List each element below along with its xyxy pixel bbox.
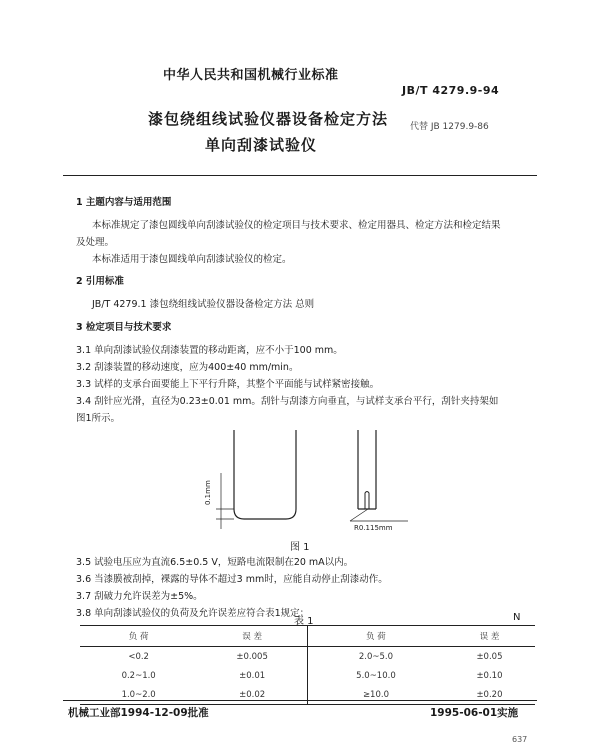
clause-3-1: 3.1 单向刮漆试验仪刮漆装置的移动距离，应不小于100 mm。	[76, 345, 343, 356]
table-cell: 1.0~2.0	[80, 685, 197, 705]
clause-3-8: 3.8 单向刮漆试验仪的负荷及允许误差应符合表1规定：	[76, 608, 310, 619]
section-1-heading: 1 主题内容与适用范围	[76, 197, 172, 208]
table-1-load-tolerance	[80, 625, 535, 705]
table-cell: ±0.10	[476, 670, 503, 681]
table-cell: ±0.005	[197, 647, 307, 667]
table-cell: ≥10.0	[307, 685, 443, 705]
clause-3-5: 3.5 试验电压应为直流6.5±0.5 V，短路电流限制在20 mA以内。	[76, 557, 354, 568]
section-1-paragraph-1-cont: 及处理。	[76, 237, 115, 248]
section-2-heading: 2 引用标准	[76, 276, 124, 287]
referenced-standard: JB/T 4279.1 漆包绕组线试验仪器设备检定方法 总则	[92, 299, 315, 310]
replaces-standard: 代替 JB 1279.9-86	[410, 122, 489, 132]
clause-3-7: 3.7 刮破力允许误差为±5%。	[76, 591, 203, 602]
section-3-heading: 3 检定项目与技术要求	[76, 322, 172, 333]
approval-date: 机械工业部1994-12-09批准	[68, 707, 209, 719]
figure-1-needle-holder-diagram	[190, 425, 430, 540]
column-header-load: 负 荷	[307, 626, 443, 647]
implementation-date: 1995-06-01实施	[430, 707, 519, 719]
table-row	[80, 685, 535, 705]
document-subtitle: 单向刮漆试验仪	[205, 136, 318, 154]
figure-1-caption: 图 1	[290, 542, 310, 553]
section-1-paragraph-1: 本标准规定了漆包圆线单向刮漆试验仪的检定项目与技术要求、检定用器具、检定方法和检定结果	[92, 220, 501, 231]
table-cell: 0.2~1.0	[121, 670, 156, 681]
clause-3-2: 3.2 刮漆装置的移动速度，应为400±40 mm/min。	[76, 362, 299, 373]
column-header-load: 负 荷	[80, 626, 197, 647]
column-header-error: 误 差	[197, 626, 307, 647]
clause-3-4: 3.4 刮针应光滑，直径为0.23±0.01 mm。刮针与刮漆方向垂直，与试样支承台平行，刮针夹持架如	[76, 396, 499, 407]
table-cell: ±0.02	[197, 685, 307, 705]
radius-leader	[350, 509, 368, 521]
table-cell: ±0.05	[476, 651, 503, 662]
standard-number: JB/T 4279.9-94	[402, 84, 500, 97]
table-cell: 2.0~5.0	[358, 651, 394, 662]
clause-3-3: 3.3 试样的支承台面要能上下平行升降，其整个平面能与试样紧密接触。	[76, 379, 380, 390]
section-1-paragraph-2: 本标准适用于漆包圆线单向刮漆试验仪的检定。	[92, 254, 292, 265]
column-header-error: 误 差	[444, 626, 535, 647]
header-divider	[63, 175, 537, 176]
table-row	[80, 647, 535, 667]
radius-label: R0.115mm	[354, 524, 393, 532]
table-cell: ±0.20	[444, 685, 535, 705]
document-title: 漆包绕组线试验仪器设备检定方法	[148, 110, 389, 128]
table-cell: 5.0~10.0	[356, 670, 396, 681]
table-header-row	[80, 626, 535, 647]
table-cell: <0.2	[128, 651, 149, 662]
page-number: 637	[512, 735, 528, 744]
clause-3-4-cont: 图1所示。	[76, 413, 121, 424]
table-row	[80, 666, 535, 685]
needle-slot	[365, 492, 369, 510]
table-1-caption: 表 1	[294, 616, 314, 627]
u-shaped-holder-outline	[234, 430, 296, 519]
clause-3-6: 3.6 当漆膜被刮掉，裸露的导体不超过3 mm时，应能自动停止刮漆动作。	[76, 574, 388, 585]
table-cell: ±0.01	[197, 666, 307, 685]
dimension-label-0-1mm: 0.1mm	[204, 480, 212, 505]
issuing-organization: 中华人民共和国机械行业标准	[163, 68, 339, 83]
footer-divider	[63, 700, 537, 701]
table-1-unit: N	[513, 612, 521, 623]
